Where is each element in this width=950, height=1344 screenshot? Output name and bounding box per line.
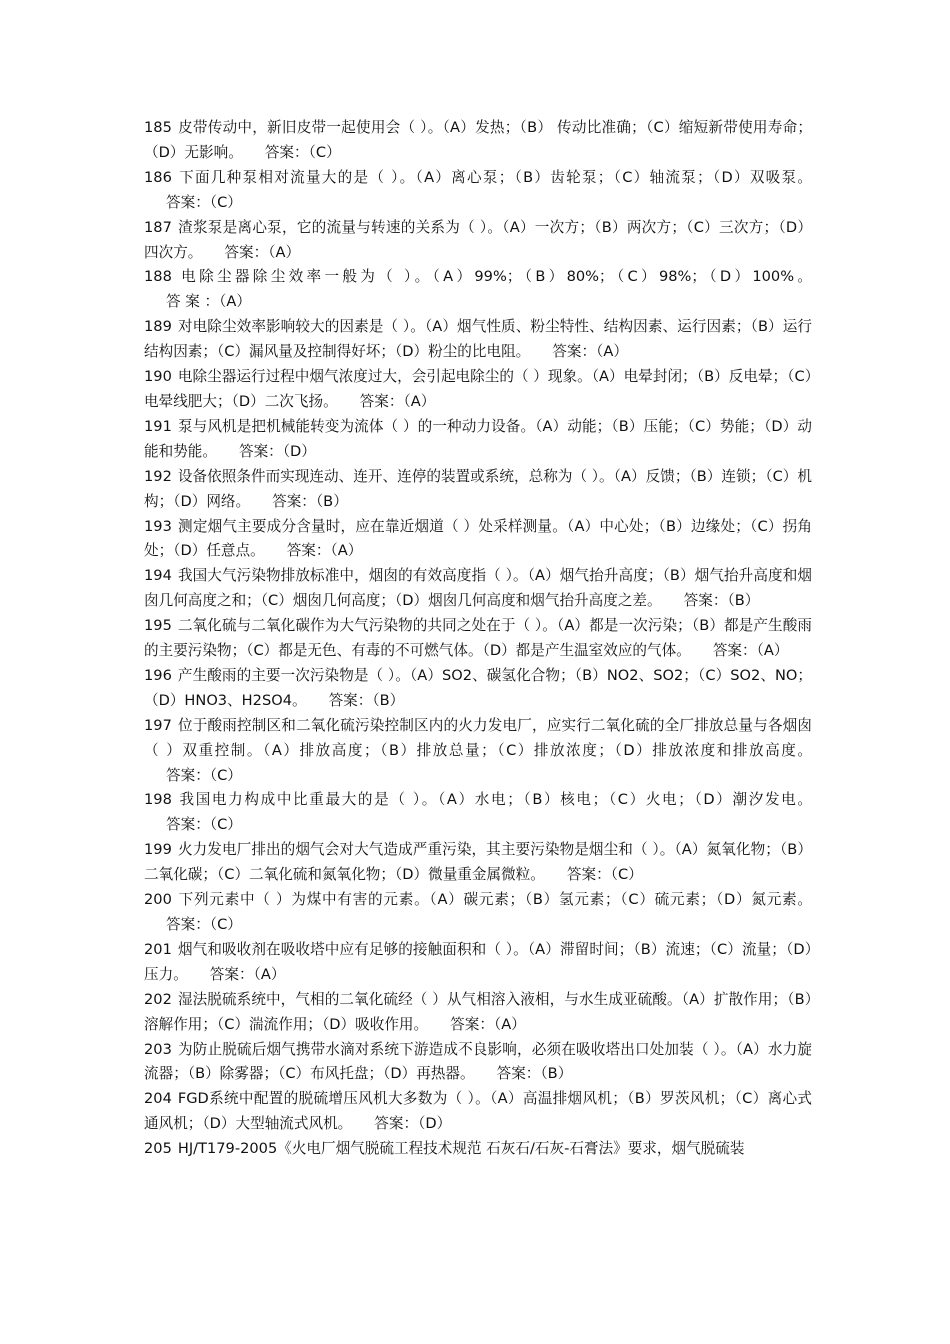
question-answer: 答案：（C）: [566, 866, 643, 884]
question-number: 193: [144, 517, 172, 535]
question-answer: 答案：（A）: [224, 243, 301, 261]
question-201: [144, 938, 812, 988]
question-text: FGD系统中配置的脱硫增压风机大多数为（ ）。（A）高温排烟风机；（B）罗茨风机；（C）离心式通风机；（D）大型轴流式风机。: [144, 1090, 812, 1133]
question-text: 位于酸雨控制区和二氧化硫污染控制区内的火力发电厂，应实行二氧化硫的全厂排放总量与各烟囱（ ）双重控制。（A）排放高度；（B）排放总量；（C）排放浓度；（D）排放浓度和排放高度。: [144, 716, 812, 759]
question-193: [144, 515, 812, 565]
question-195: [144, 614, 812, 664]
question-number: 202: [144, 990, 172, 1008]
question-text: 电除尘器运行过程中烟气浓度过大，会引起电除尘的（ ）现象。（A）电晕封闭；（B）反电晕；（C）电晕线肥大；（D）二次飞扬。: [144, 368, 812, 410]
question-text: 湿法脱硫系统中，气相的二氧化硫经（ ）从气相溶入液相，与水生成亚硫酸。（A）扩散作用；（B）溶解作用；（C）湍流作用；（D）吸收作用。: [144, 990, 812, 1033]
question-text: 设备依照条件而实现连动、连开、连停的装置或系统，总称为（ ）。（A）反馈；（B）连锁；（C）机构；（D）网络。: [144, 467, 812, 510]
question-answer: 答案：（A）: [552, 343, 628, 361]
question-text: 下列元素中（ ）为煤中有害的元素。（A）碳元素；（B）氢元素；（C）硫元素；（D）氮元素。: [177, 891, 812, 909]
question-185: [144, 116, 812, 166]
question-text: 为防止脱硫后烟气携带水滴对系统下游造成不良影响，必须在吸收塔出口处加装（ ）。（A）水力旋流器；（B）除雾器；（C）布风托盘；（D）再热器。: [144, 1040, 812, 1083]
question-number: 199: [144, 841, 172, 859]
question-text: 泵与风机是把机械能转变为流体（ ）的一种动力设备。（A）动能；（B）压能；（C）势能；（D）动能和势能。: [144, 417, 812, 460]
question-188: [144, 265, 812, 315]
question-text: 火力发电厂排出的烟气会对大气造成严重污染，其主要污染物是烟尘和（ ）。（A）氮氧化物；（B）二氧化碳；（C）二氧化硫和氮氧化物；（D）微量重金属微粒。: [144, 841, 812, 884]
question-190: [144, 365, 812, 415]
question-number: 203: [144, 1040, 172, 1058]
question-text: 渣浆泵是离心泵，它的流量与转速的关系为（ ）。（A）一次方；（B）两次方；（C）三次方；（D）四次方。: [144, 218, 812, 261]
question-text: 二氧化硫与二氧化碳作为大气污染物的共同之处在于（ ）。（A）都是一次污染；（B）都是产生酸雨的主要污染物；（C）都是无色、有毒的不可燃气体。（D）都是产生温室效应的气体。: [144, 617, 812, 660]
question-answer: 答案：（B）: [272, 492, 348, 510]
question-number: 190: [144, 368, 172, 386]
question-number: 187: [144, 218, 172, 236]
question-text: 皮带传动中，新旧皮带一起使用会（ ）。（A）发热；（B） 传动比准确；（C）缩短新带使用寿命；（D）无影响。: [144, 119, 812, 161]
question-answer: 答案：（B）: [328, 691, 405, 709]
question-198: [144, 788, 812, 838]
question-answer: 答 案 ：（A）: [166, 293, 251, 311]
question-text: 烟气和吸收剂在吸收塔中应有足够的接触面积和（ ）。（A）滞留时间；（B）流速；（C）流量；（D）压力。: [144, 940, 812, 983]
question-text: 测定烟气主要成分含量时，应在靠近烟道（ ）处采样测量。（A）中心处；（B）边缘处；（C）拐角处；（D）任意点。: [144, 517, 812, 560]
question-answer: 答案：（A）: [209, 965, 286, 983]
question-number: 194: [144, 567, 172, 585]
question-answer: 答案：（C）: [166, 766, 242, 784]
question-text: 对电除尘效率影响较大的因素是（ ）。（A）烟气性质、粉尘特性、结构因素、运行因素；（B）运行结构因素；（C）漏风量及控制得好坏；（D）粉尘的比电阻。: [144, 318, 812, 361]
question-number: 192: [144, 467, 172, 485]
question-199: [144, 838, 812, 888]
question-list: [144, 116, 812, 1162]
question-194: [144, 564, 812, 614]
question-number: 191: [144, 417, 172, 435]
question-text: 电除尘器除尘效率一般为（ ）。（A）99%；（B）80%；（C）98%；（D）100%。: [177, 268, 812, 286]
question-186: [144, 166, 812, 216]
question-answer: 答案：（A）: [450, 1015, 526, 1033]
question-number: 188: [144, 268, 172, 286]
question-205: [144, 1137, 812, 1162]
question-answer: 答案：（D）: [374, 1115, 452, 1133]
question-answer: 答案：（C）: [166, 916, 242, 933]
question-number: 198: [144, 791, 172, 809]
question-answer: 答案：（A）: [712, 642, 789, 660]
question-number: 185: [144, 119, 172, 136]
question-197: [144, 714, 812, 789]
question-187: [144, 216, 812, 266]
question-203: [144, 1038, 812, 1088]
question-191: [144, 415, 812, 465]
question-answer: 答案：（A）: [359, 392, 436, 410]
question-189: [144, 315, 812, 365]
question-text: 我国大气污染物排放标准中，烟囱的有效高度指（ ）。（A）烟气抬升高度；（B）烟气抬升高度和烟囱几何高度之和；（C）烟囱几何高度；（D）烟囱几何高度和烟气抬升高度之差。: [144, 567, 812, 610]
question-answer: 答案：（B）: [496, 1065, 573, 1083]
question-answer: 答案：（B）: [683, 592, 760, 610]
question-number: 204: [144, 1090, 172, 1108]
question-number: 200: [144, 891, 172, 909]
question-answer: 答案：（D）: [238, 442, 316, 460]
question-text: HJ/T179-2005《火电厂烟气脱硫工程技术规范 石灰石/石灰-石膏法》要求，烟气脱硫装: [177, 1140, 745, 1158]
question-number: 205: [144, 1140, 172, 1158]
question-answer: 答案：（C）: [166, 193, 242, 211]
question-number: 201: [144, 940, 172, 958]
question-200: [144, 888, 812, 938]
question-196: [144, 664, 812, 714]
question-number: 189: [144, 318, 172, 336]
question-answer: 答案：（C）: [264, 143, 341, 161]
question-number: 197: [144, 716, 172, 734]
question-202: [144, 988, 812, 1038]
question-answer: 答案：（A）: [286, 542, 363, 560]
question-text: 下面几种泵相对流量大的是（ ）。（A）离心泵；（B）齿轮泵；（C）轴流泵；（D）双吸泵。: [177, 168, 812, 186]
question-answer: 答案：（C）: [166, 816, 242, 834]
question-192: [144, 465, 812, 515]
question-number: 195: [144, 617, 172, 635]
question-text: 产生酸雨的主要一次污染物是（ ）。（A）SO2、碳氢化合物；（B）NO2、SO2；（C）SO2、NO；（D）HNO3、H2SO4。: [144, 666, 812, 709]
question-204: [144, 1087, 812, 1137]
question-number: 196: [144, 666, 172, 684]
question-text: 我国电力构成中比重最大的是（ ）。（A）水电；（B）核电；（C）火电；（D）潮汐发电。: [177, 791, 812, 809]
question-number: 186: [144, 168, 172, 186]
